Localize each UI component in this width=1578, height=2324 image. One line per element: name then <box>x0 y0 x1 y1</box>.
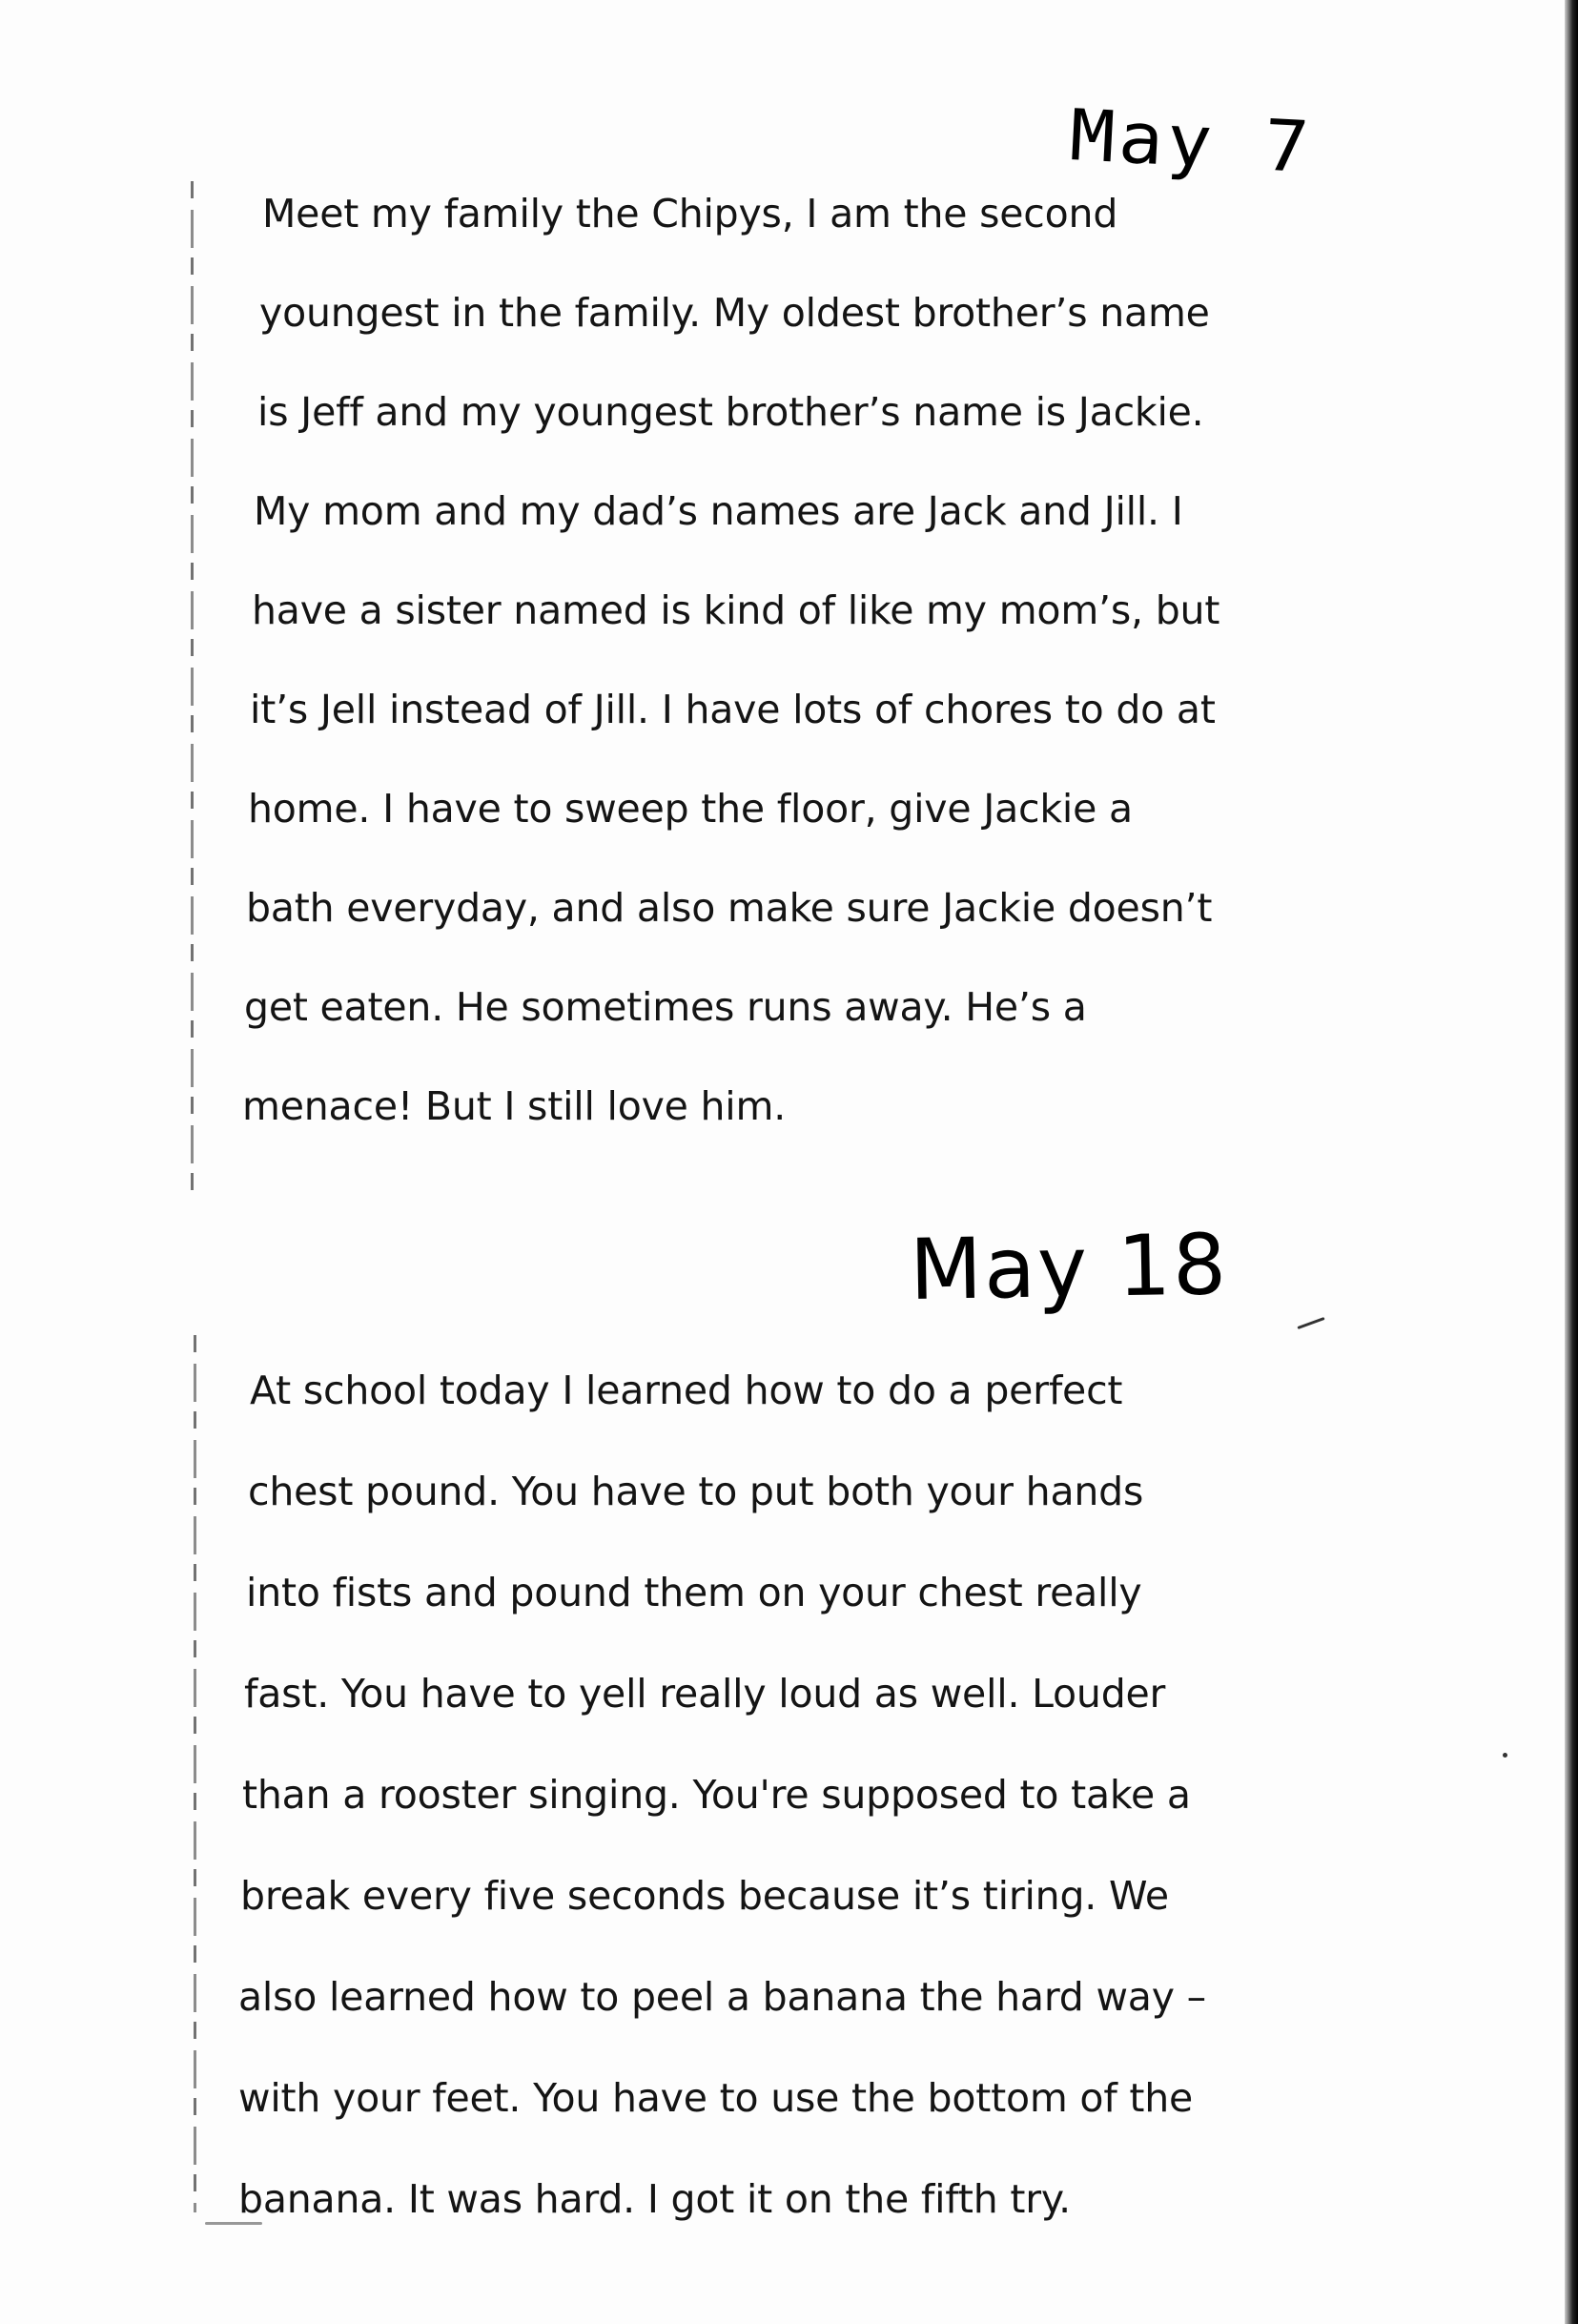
entry-line: Meet my family the Chipys, I am the second <box>262 191 1118 237</box>
entry-line: than a rooster singing. You're supposed to take a <box>242 1772 1191 1818</box>
entry-line: fast. You have to yell really loud as well. Louder <box>244 1671 1166 1717</box>
entry-line: it’s Jell instead of Jill. I have lots of chores to do at <box>250 687 1216 732</box>
margin-line-lower <box>194 1335 196 2212</box>
entry-line: get eaten. He sometimes runs away. He’s a <box>244 984 1087 1030</box>
ink-speck <box>1297 1317 1324 1329</box>
entry-line: bath everyday, and also make sure Jackie doesn’t <box>246 885 1213 931</box>
entry-line: also learned how to peel a banana the hard way – <box>238 1974 1206 2020</box>
entry-line: break every five seconds because it’s tiring. We <box>240 1873 1169 1919</box>
entry-line: into fists and pound them on your chest really <box>246 1570 1142 1615</box>
entry-line: home. I have to sweep the floor, give Jackie a <box>248 786 1133 832</box>
margin-line-upper <box>191 181 194 1192</box>
entry-date: May 18 <box>909 1215 1229 1319</box>
entry-line: is Jeff and my youngest brother’s name is Jackie. <box>257 389 1204 435</box>
entry-line: chest pound. You have to put both your hands <box>248 1469 1144 1514</box>
entry-line: youngest in the family. My oldest brother’s name <box>259 290 1210 336</box>
journal-entry-1 <box>238 164 1383 1156</box>
entry-line: have a sister named is kind of like my mom’s, but <box>252 587 1220 633</box>
scan-edge-shadow <box>1565 0 1578 2324</box>
entry-date: May 7 <box>1068 94 1315 190</box>
entry-line: menace! But I still love him. <box>242 1083 787 1129</box>
entry-line: At school today I learned how to do a perfect <box>250 1368 1123 1413</box>
entry-line: with your feet. You have to use the bottom of the <box>238 2075 1194 2121</box>
journal-entry-2 <box>238 1340 1383 2250</box>
entry-line: My mom and my dad’s names are Jack and Jill. I <box>254 488 1183 534</box>
entry-line: banana. It was hard. I got it on the fifth try. <box>238 2176 1071 2222</box>
ink-speck <box>1503 1753 1507 1758</box>
